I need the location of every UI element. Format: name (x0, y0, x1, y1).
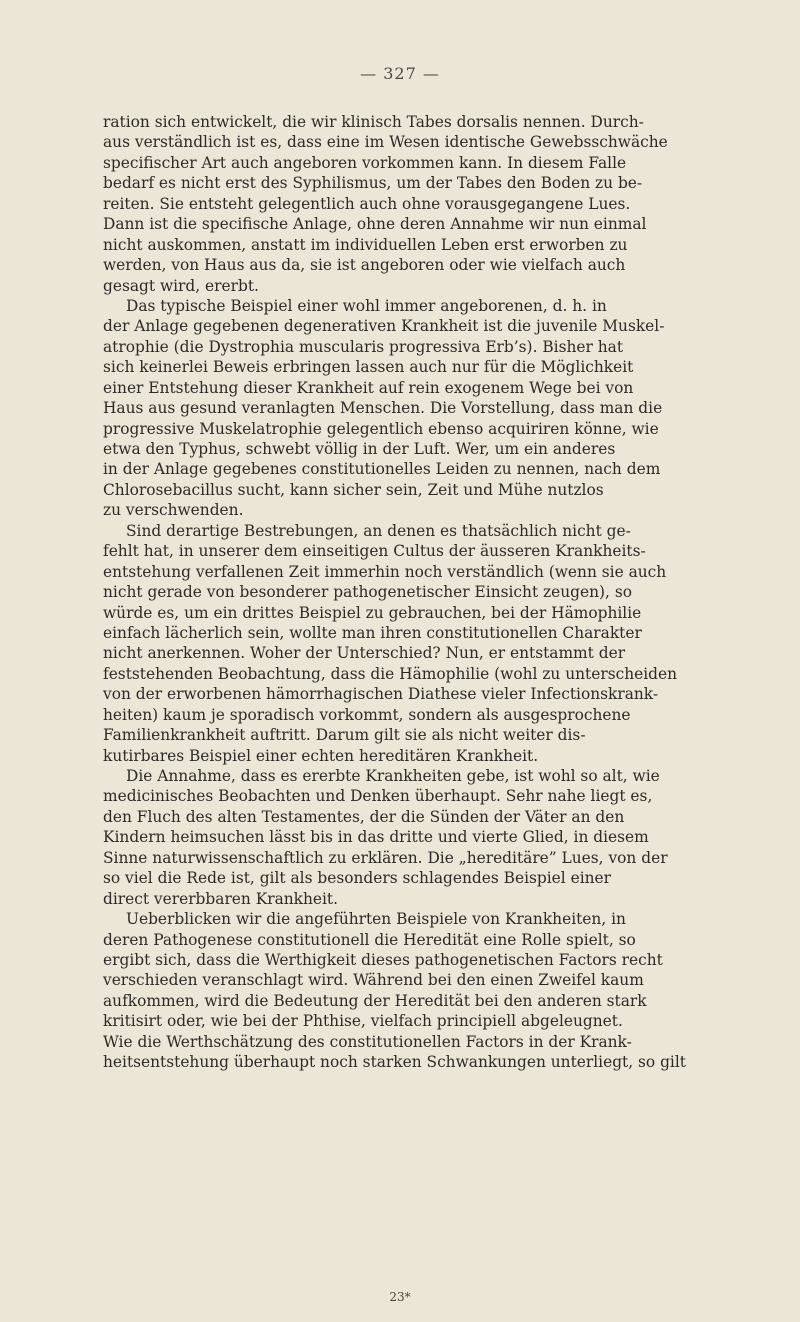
text-line: Wie die Werthschätzung des constitutionellen Factors in der Krank- (103, 1032, 632, 1051)
text-line: progressive Muskelatrophie gelegentlich ebenso acquiriren könne, wie (103, 419, 659, 438)
text-line: zu verschwenden. (103, 501, 244, 520)
text-line: kritisirt oder, wie bei der Phthise, vielfach principiell abgeleugnet. (103, 1012, 623, 1031)
text-line: Kindern heimsuchen lässt bis in das dritte und vierte Glied, in diesem (103, 828, 649, 847)
text-line: ergibt sich, dass die Werthigkeit dieses pathogenetischen Factors recht (103, 950, 663, 969)
text-line: heiten) kaum je sporadisch vorkommt, sondern als ausgesprochene (103, 705, 631, 724)
text-line: der Anlage gegebenen degenerativen Krankheit ist die juvenile Muskel- (103, 317, 665, 336)
text-line: kutirbares Beispiel einer echten hereditären Krankheit. (103, 746, 539, 765)
text-line: reiten. Sie entsteht gelegentlich auch ohne vorausgegangene Lues. (103, 194, 631, 213)
text-line: einer Entstehung dieser Krankheit auf rein exogenem Wege bei von (103, 378, 634, 397)
paragraph-start-line: Sind derartige Bestrebungen, an denen es thatsächlich nicht ge- (126, 521, 631, 540)
paragraph-start-line: Das typische Beispiel einer wohl immer angeborenen, d. h. in (126, 296, 607, 315)
text-line: gesagt wird, ererbt. (103, 276, 259, 295)
text-line: feststehenden Beobachtung, dass die Hämophilie (wohl zu unterscheiden (103, 664, 678, 683)
text-line: fehlt hat, in unserer dem einseitigen Cultus der äusseren Krankheits- (103, 542, 646, 561)
text-line: Familienkrankheit auftritt. Darum gilt sie als nicht weiter dis- (103, 726, 586, 745)
text-line: werden, von Haus aus da, sie ist angeboren oder wie vielfach auch (103, 256, 626, 275)
text-line: aufkommen, wird die Bedeutung der Heredität bei den anderen stark (103, 991, 647, 1010)
text-line: nicht anerkennen. Woher der Unterschied? Nun, er entstammt der (103, 644, 626, 663)
paragraph-start-line: Die Annahme, dass es ererbte Krankheiten gebe, ist wohl so alt, wie (126, 767, 660, 785)
text-line: nicht auskommen, anstatt im individuellen Leben erst erworben zu (103, 235, 628, 254)
text-line: entstehung verfallenen Zeit immerhin noch verständlich (wenn sie auch (103, 562, 667, 581)
page-number: — 327 — (360, 64, 440, 83)
text-line: aus verständlich ist es, dass eine im Wesen identische Gewebsschwäche (103, 133, 668, 152)
text-line: atrophie (die Dystrophia muscularis progressiva Erb’s). Bisher hat (103, 337, 624, 356)
text-line: Dann ist die specifische Anlage, ohne deren Annahme wir nun einmal (103, 215, 647, 234)
text-line: deren Pathogenese constitutionell die Heredität eine Rolle spielt, so (103, 930, 636, 949)
text-line: von der erworbenen hämorrhagischen Diathese vieler Infectionskrank- (103, 685, 659, 704)
text-line: specifischer Art auch angeboren vorkommen kann. In diesem Falle (103, 153, 627, 172)
text-line: ration sich entwickelt, die wir klinisch Tabes dorsalis nennen. Durch- (103, 113, 644, 131)
text-line: etwa den Typhus, schwebt völlig in der Luft. Wer, um ein anderes (103, 440, 616, 458)
body-text (103, 112, 713, 1073)
text-line: in der Anlage gegebenes constitutionelles Leiden zu nennen, nach dem (103, 460, 661, 479)
text-line: direct vererbbaren Krankheit. (103, 889, 339, 908)
text-line: heitsentstehung überhaupt noch starken Schwankungen unterliegt, so gilt (103, 1053, 686, 1072)
text-line: so viel die Rede ist, gilt als besonders schlagendes Beispiel einer (103, 869, 612, 888)
text-line: sich keinerlei Beweis erbringen lassen auch nur für die Möglichkeit (103, 358, 634, 377)
text-line: Haus aus gesund veranlagten Menschen. Die Vorstellung, dass man die (103, 399, 663, 418)
text-line: nicht gerade von besonderer pathogenetischer Einsicht zeugen), so (103, 583, 632, 602)
text-line: würde es, um ein drittes Beispiel zu gebrauchen, bei der Hämophilie (103, 603, 642, 622)
text-line: den Fluch des alten Testamentes, der die Sünden der Väter an den (103, 807, 625, 826)
text-line: medicinisches Beobachten und Denken überhaupt. Sehr nahe liegt es, (103, 787, 653, 806)
text-line: einfach lächerlich sein, wollte man ihren constitutionellen Charakter (103, 623, 642, 642)
paragraph-start-line: Ueberblicken wir die angeführten Beispiele von Krankheiten, in (126, 910, 626, 929)
signature-mark: 23* (389, 1290, 411, 1304)
text-line: verschieden veranschlagt wird. Während bei den einen Zweifel kaum (103, 971, 644, 990)
text-line: Chlorosebacillus sucht, kann sicher sein, Zeit und Mühe nutzlos (103, 480, 604, 499)
text-line: Sinne naturwissenschaftlich zu erklären. Die „hereditäre” Lues, von der (103, 848, 668, 867)
text-line: bedarf es nicht erst des Syphilismus, um der Tabes den Boden zu be- (103, 174, 643, 193)
